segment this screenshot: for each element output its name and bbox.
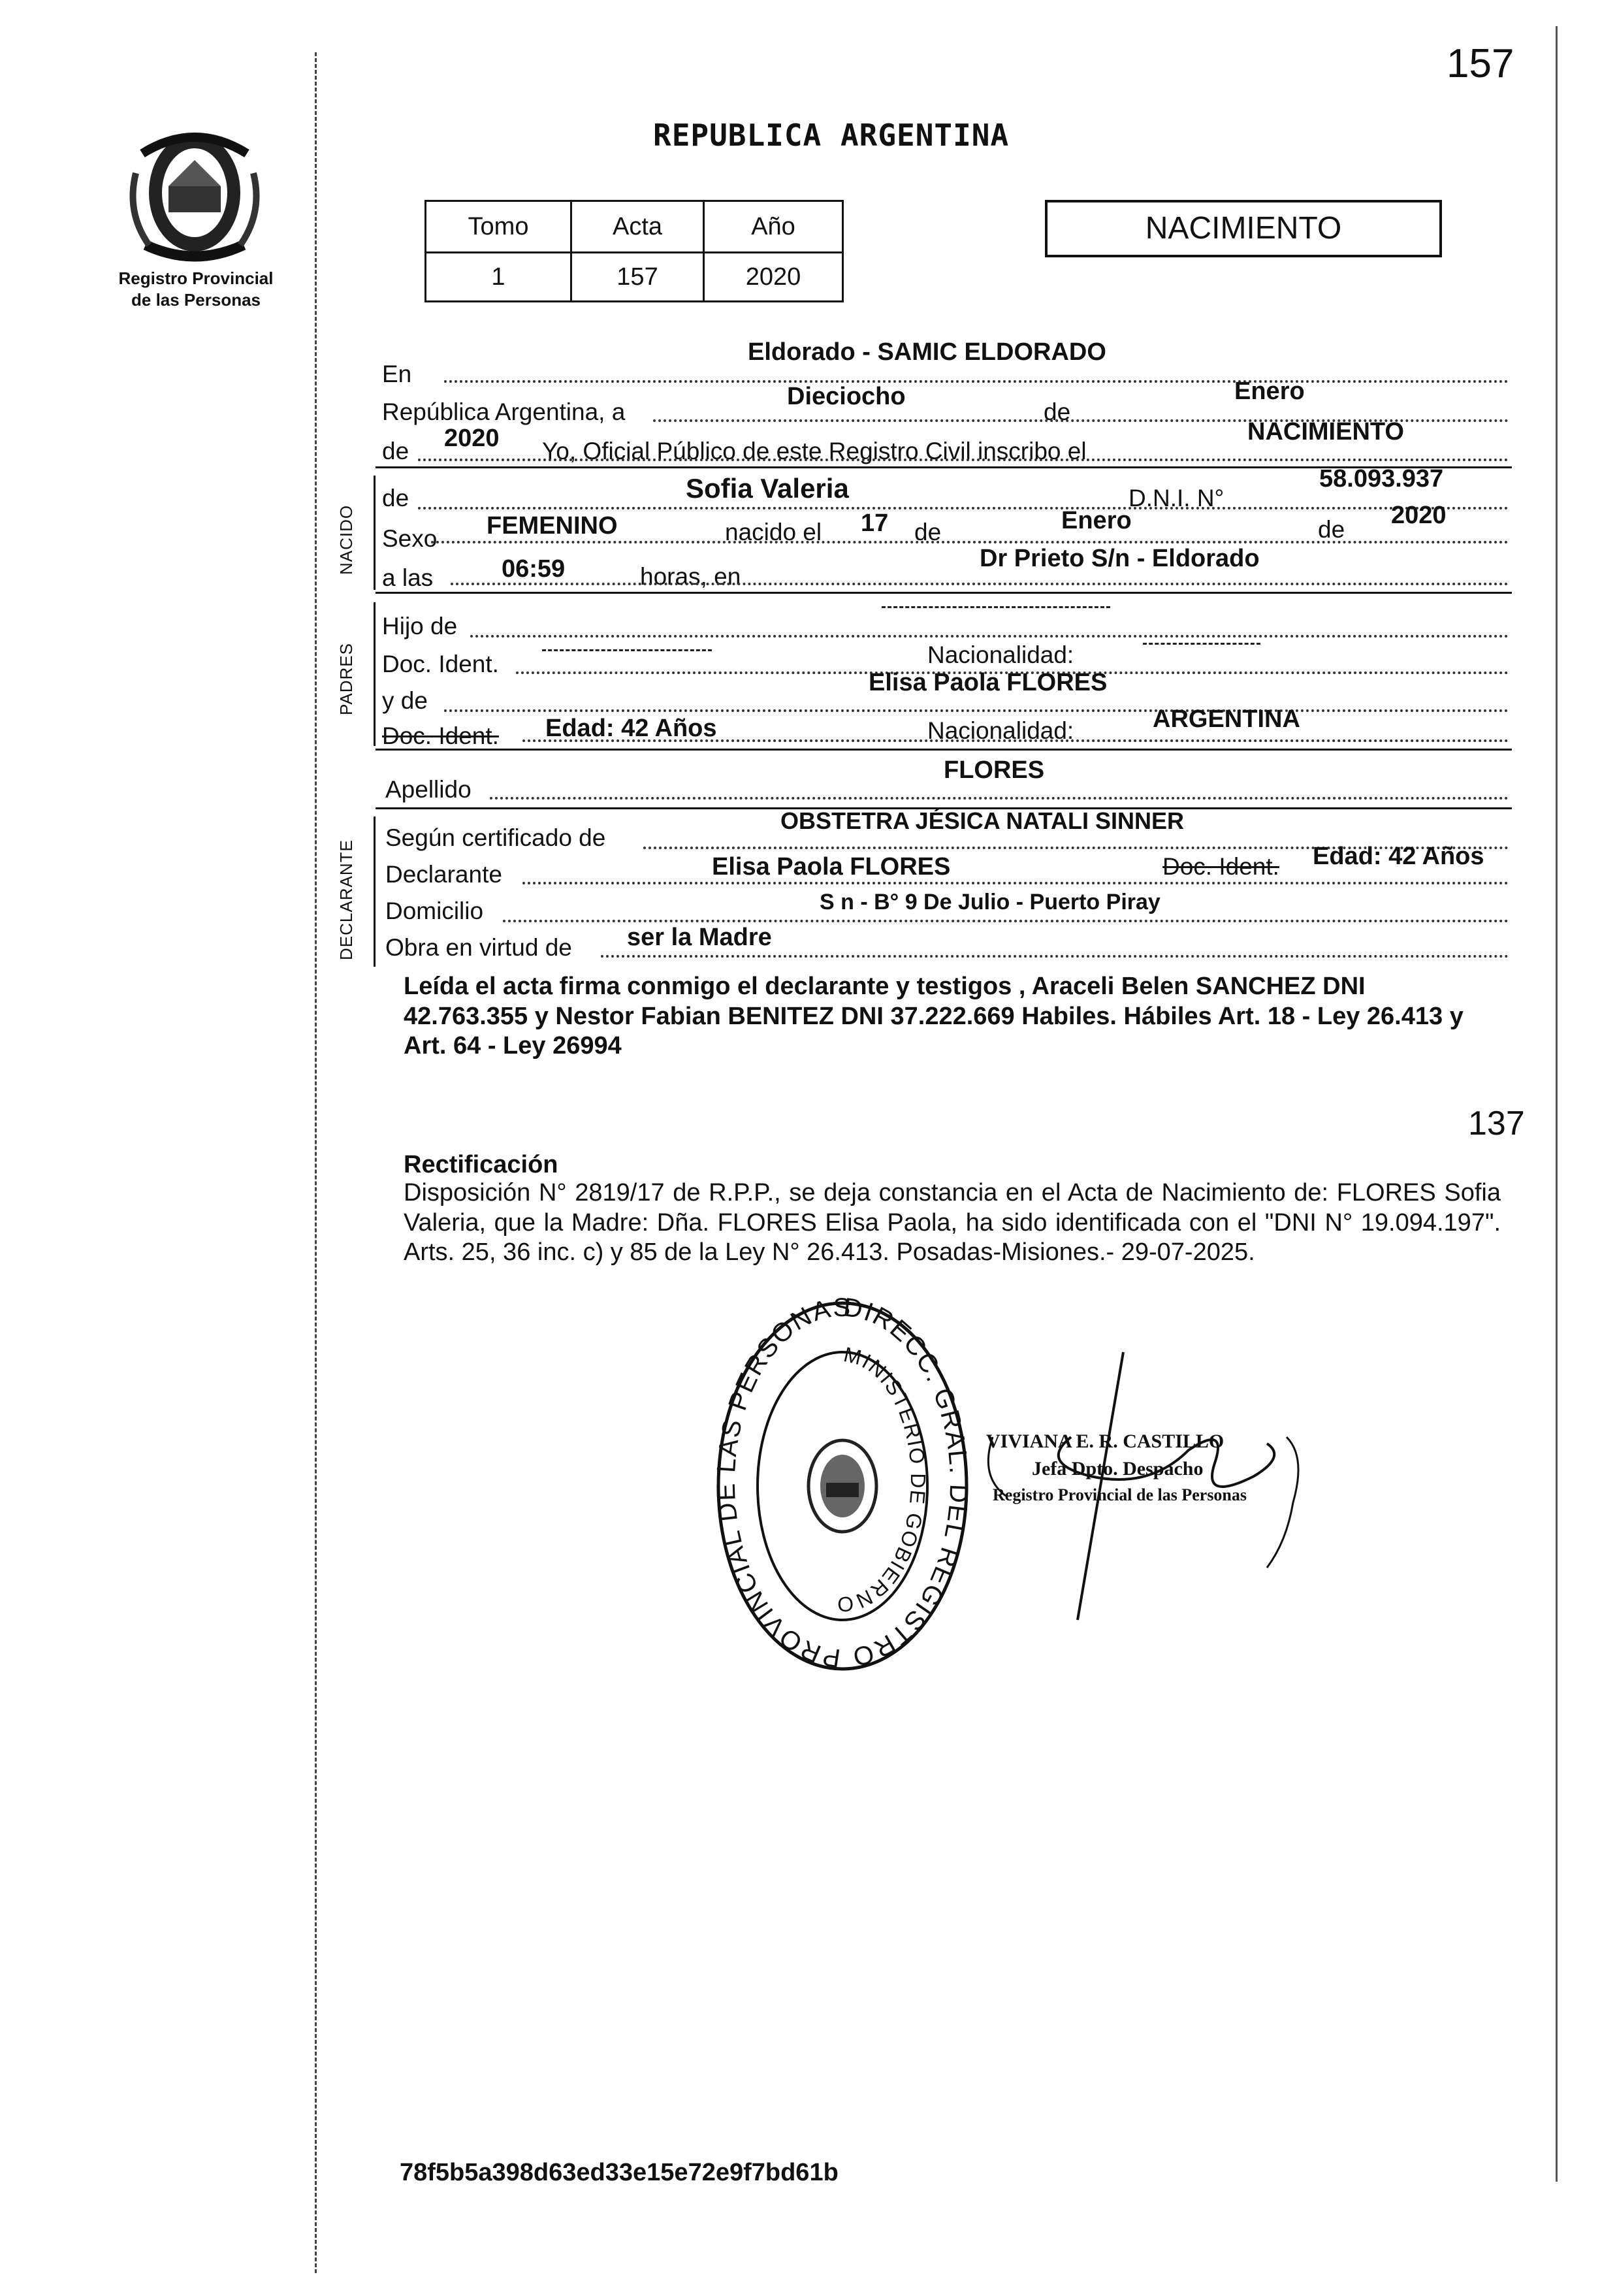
document-hash: 78f5b5a398d63ed33e15e72e9f7bd61b	[400, 2159, 839, 2186]
declarante-value: Elisa Paola FLORES	[712, 853, 951, 881]
de-label-5: de	[1318, 516, 1345, 543]
registro-line1: Registro Provincial	[118, 268, 274, 288]
signer-org: Registro Provincial de las Personas	[993, 1485, 1247, 1504]
apellido-value: FLORES	[944, 756, 1045, 784]
segun-label: Según certificado de	[385, 824, 606, 851]
de-label: de	[1044, 398, 1071, 425]
republica-label: República Argentina, a	[382, 398, 626, 425]
declarante-label: Declarante	[385, 861, 502, 888]
hijo-blank-dash	[882, 606, 1110, 608]
nacido-bracket	[374, 476, 376, 590]
segun-value: OBSTETRA JÉSICA NATALI SINNER	[780, 807, 1185, 834]
mes-value: Enero	[1234, 378, 1305, 405]
de-label-2: de	[382, 438, 409, 464]
dotted-line	[490, 797, 1509, 800]
madre-value: Elisa Paola FLORES	[869, 669, 1108, 696]
signer-name: VIVIANA E. R. CASTILLO	[986, 1431, 1225, 1452]
nacionalidad-label: Nacionalidad:	[927, 641, 1074, 668]
official-stamp	[705, 1290, 980, 1682]
stamp-emblem-icon	[809, 1440, 876, 1532]
obra-value: ser la Madre	[627, 924, 772, 951]
table-header-tomo: Tomo	[426, 201, 571, 253]
page-number: 157	[1447, 41, 1514, 86]
yo-label: Yo, Oficial Público de este Registro Civil inscribo el	[542, 438, 1087, 464]
doc-ident-struck-2: Doc. Ident.	[1162, 853, 1279, 880]
doc-ident-blank-dash	[542, 649, 712, 651]
en-value: Eldorado - SAMIC ELDORADO	[748, 338, 1106, 366]
de-label-4: de	[914, 519, 942, 545]
dotted-line	[601, 955, 1509, 958]
declarante-side-label: DECLARANTE	[336, 839, 356, 960]
padres-bracket	[374, 602, 376, 746]
rectificacion-body: Disposición N° 2819/17 de R.P.P., se deja constancia en el Acta de Nacimiento de: FLORES Sofia Valeria, que la Madre: Dña. FLORES Elisa Paola, ha sido identificada con el "DNI N° 19.094.197". Arts. 25, 36 inc. c) y 85 de la Ley N° 26.413. Posadas-Misiones.- 29-07-2025.	[404, 1179, 1501, 1267]
dotted-line	[418, 459, 1509, 461]
declarante-edad-value: Edad: 42 Años	[1313, 843, 1484, 870]
nacido-mes-value: Enero	[1061, 507, 1132, 534]
hijo-de-label: Hijo de	[382, 613, 458, 639]
document-title: REPUBLICA ARGENTINA	[653, 118, 1010, 153]
horas-en-label: horas, en	[640, 563, 741, 590]
acta-number-table	[424, 200, 844, 302]
nacido-label: nacido el	[725, 519, 822, 545]
dotted-line	[418, 507, 1509, 509]
dotted-line	[451, 583, 1509, 585]
nacionalidad-label-2: Nacionalidad:	[927, 717, 1074, 744]
province-emblem-icon	[116, 114, 273, 271]
dni-value: 58.093.937	[1319, 465, 1444, 493]
leida-paragraph: Leída el acta firma conmigo el declarante y testigos , Araceli Belen SANCHEZ DNI 42.763.355 y Nestor Fabian BENITEZ DNI 37.222.669 Habiles. Hábiles Art. 18 - Ley 26.413 y Art. 64 - Ley 26994	[404, 973, 1464, 1060]
nacionalidad-blank-dash	[1143, 643, 1260, 645]
dni-label: D.N.I. N°	[1129, 485, 1225, 511]
registro-caption	[98, 268, 294, 310]
dotted-line	[444, 709, 1509, 712]
madre-nacionalidad-value: ARGENTINA	[1153, 705, 1300, 733]
right-margin-line	[1556, 26, 1558, 2182]
doc-ident-struck: Doc. Ident.	[382, 722, 499, 749]
dotted-line	[503, 920, 1509, 922]
registro-line2: de las Personas	[131, 289, 261, 310]
nombre-value: Sofia Valeria	[686, 473, 849, 504]
dotted-line	[522, 739, 1509, 742]
signer-role: Jefa Dpto. Despacho	[1032, 1458, 1204, 1479]
stamp-outer-text: DIRECC. GRAL. DEL REGISTRO PROVINCIAL DE LAS PERSONAS	[711, 1293, 974, 1673]
folio-number: 137	[1468, 1105, 1525, 1142]
dia-value: Dieciocho	[787, 383, 906, 410]
lugar-value: Dr Prieto S/n - Eldorado	[980, 545, 1260, 572]
left-margin-line	[315, 52, 317, 2273]
table-value-acta: 157	[571, 253, 704, 302]
doc-ident-label: Doc. Ident.	[382, 651, 499, 677]
en-label: En	[382, 361, 412, 387]
hora-value: 06:59	[502, 555, 566, 583]
madre-edad-value: Edad: 42 Años	[545, 715, 717, 742]
obra-label: Obra en virtud de	[385, 934, 572, 961]
dotted-line	[431, 541, 1509, 543]
table-value-anio: 2020	[704, 253, 843, 302]
padres-side-label: PADRES	[336, 643, 356, 715]
record-type-box: NACIMIENTO	[1045, 200, 1442, 257]
domicilio-label: Domicilio	[385, 897, 484, 924]
rectificacion-title: Rectificación	[404, 1151, 558, 1178]
anio-value: 2020	[444, 425, 500, 452]
table-header-anio: Año	[704, 201, 843, 253]
stamp-inner-text: MINISTERIO DE GOBIERNO	[835, 1342, 931, 1617]
domicilio-value: S n - B° 9 De Julio - Puerto Piray	[820, 890, 1161, 914]
nacido-dia-value: 17	[861, 509, 889, 537]
table-header-acta: Acta	[571, 201, 704, 253]
sexo-label: Sexo	[382, 525, 438, 552]
a-las-label: a las	[382, 564, 434, 591]
sexo-value: FEMENINO	[487, 512, 618, 540]
dotted-line	[444, 380, 1509, 383]
nacido-anio-value: 2020	[1391, 502, 1447, 529]
dotted-line	[522, 882, 1509, 884]
inscribe-value: NACIMIENTO	[1247, 418, 1404, 445]
apellido-label: Apellido	[385, 776, 472, 803]
de-label-3: de	[382, 485, 409, 511]
section-divider	[376, 592, 1512, 594]
table-value-tomo: 1	[426, 253, 571, 302]
y-de-label: y de	[382, 687, 428, 714]
section-divider	[376, 749, 1512, 751]
declarante-bracket	[374, 817, 376, 967]
nacido-side-label: NACIDO	[336, 504, 356, 575]
dotted-line	[470, 635, 1509, 638]
